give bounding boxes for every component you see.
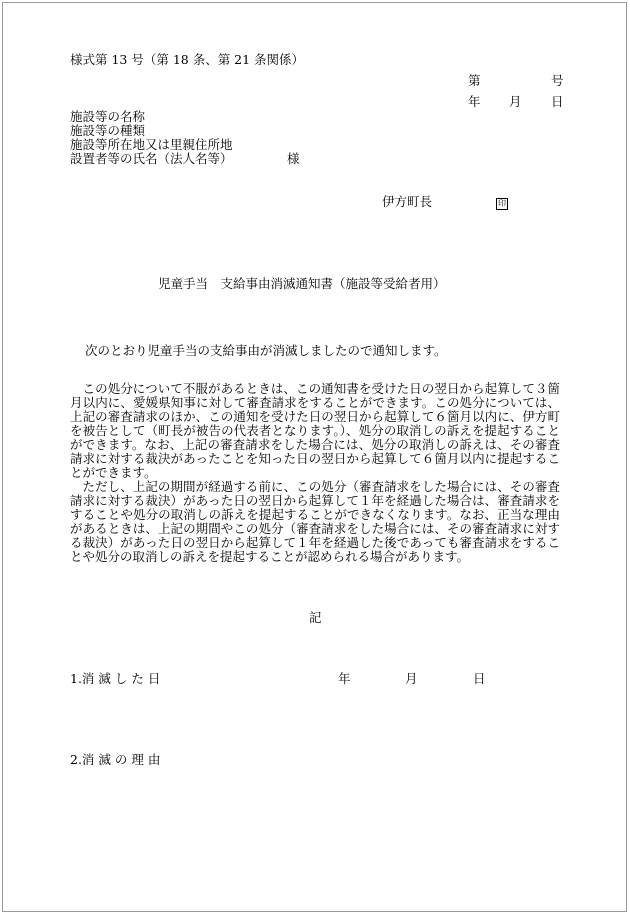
date-day: 日 [551, 94, 564, 109]
extinction-date-year: 年 [338, 671, 351, 686]
honorific: 様 [287, 151, 300, 166]
ki-heading: 記 [309, 610, 322, 625]
doc-number-go: 号 [551, 73, 564, 88]
appeal-paragraph-2: ただし、上記の期間が経過する前に、この処分（審査請求をした場合には、その審査請求に対する裁決）があった日の翌日から起算して１年を経過した場合は、審査請求をすることや処分の取消しの訴えを提起することができなくなります。なお、正当な理由があるときは、上記の期間やこの処分（審査請求をした場合には、その審査請求に対する裁決）があった日の翌日から起算して１年を経過した後であっても審査請求をすることや処分の取消しの訴えを提起することが認められる場合があります。 [70, 479, 560, 564]
appeal-instructions [70, 382, 560, 564]
founder-name-label: 設置者等の氏名（法人名等） [70, 151, 233, 166]
facility-name-label: 施設等の名称 [70, 109, 146, 124]
doc-number-dai: 第 [468, 73, 481, 88]
seal-mark: 印 [498, 199, 506, 208]
facility-type-label: 施設等の種類 [70, 123, 146, 138]
facility-address-label: 施設等所在地又は里親住所地 [70, 137, 233, 152]
date-year: 年 [468, 94, 481, 109]
date-month: 月 [509, 94, 522, 109]
notice-text: 次のとおり児童手当の支給事由が消滅しましたので通知します。 [85, 343, 447, 358]
issuer: 伊方町長 [382, 194, 433, 209]
extinction-date-label: 1.消 滅 し た 日 [70, 671, 161, 686]
form-number: 様式第 13 号（第 18 条、第 21 条関係） [70, 52, 305, 67]
appeal-paragraph-1: この処分について不服があるときは、この通知書を受けた日の翌日から起算して３箇月以内に、愛媛県知事に対して審査請求をすることができます。この処分については、上記の審査請求のほか、この通知を受けた日の翌日から起算して６箇月以内に、伊方町を被告として（町長が被告の代表者となります。）、処分の取消しの訴えを提起することができます。なお、上記の審査請求をした場合には、処分の取消しの訴えは、その審査請求に対する裁決があったことを知った日の翌日から起算して６箇月以内に提起することができます。 [70, 381, 560, 480]
extinction-date-day: 日 [473, 671, 486, 686]
extinction-date-month: 月 [405, 671, 418, 686]
extinction-reason-label: 2.消 滅 の 理 由 [70, 752, 161, 767]
page-title: 児童手当 支給事由消滅通知書（施設等受給者用） [158, 276, 446, 291]
